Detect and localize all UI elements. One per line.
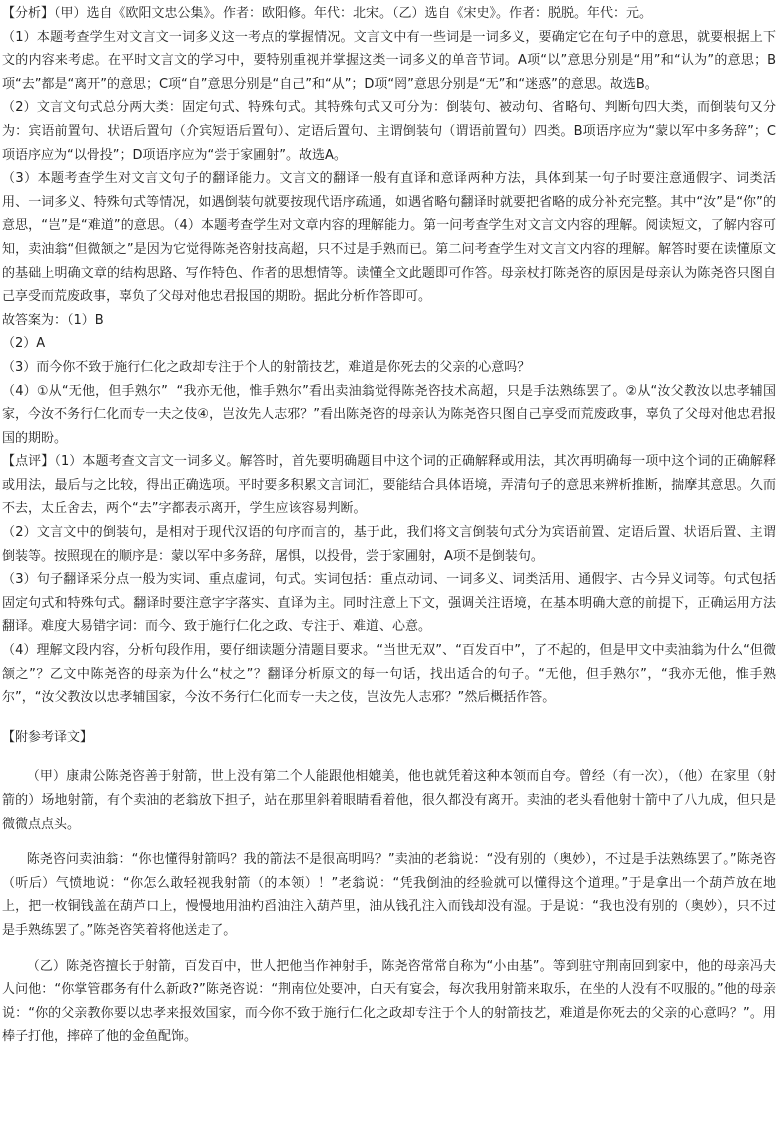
section-spacer: [2, 710, 776, 726]
answer-line-3: （3）而今你不致于施行仁化之政却专注于个人的射箭技艺，难道是你死去的父亲的心意吗？: [2, 359, 531, 375]
section-spacer: [2, 836, 776, 848]
comment-part-3: （3）句子翻译采分点一般为实词、重点虚词，句式。实词包括：重点动词、一词多义、词类活用、通假字、古今异义词等。句式包括固定句式和特殊句式。翻译时要注意字字落实、直译为主。同时注意上下文，强调关注语境，在基本明确大意的前提下，正确运用方法翻译。难度大易错字词：而今、致于施行仁化之政、专注于、难道、心意。: [2, 572, 776, 635]
comment-part-4: （4）理解文段内容，分析句段作用，要仔细读题分清题目要求。“当世无双”、“百发百中”，了不起的，但是甲文中卖油翁为什么“但微颔之”？乙文中陈尧咨的母亲为什么“杖之”？翻译分析原文的每一句话，找出适合的句子。“无他，但手熟尔”，“我亦无他，惟手熟尔”，“汝父教汝以忠孝辅国家，今汝不务行仁化而专一夫之伎，岂汝先人志邪？”然后概括作答。: [2, 643, 776, 706]
answer-line-2: （2）A: [2, 336, 46, 352]
answer-line-1: 故答案为：（1）B: [2, 312, 104, 328]
analysis-part-3-4: （3）本题考查学生对文言文句子的翻译能力。文言文的翻译一般有直译和意译两种方法，具体到某一句子时要注意通假字、词类活用、一词多义、特殊句式等情况，如遇倒装句就要按现代语序疏通，如遇省略句翻译时就要把省略的成分补充完整。其中“汝”是“你”的意思，“岂”是“难道”的意思。（4）本题考查学生对文章内容的理解能力。第一问考查学生对文言文内容的理解。阅读短文，了解内容可知，卖油翁“但微颔之”是因为它觉得陈尧咨射技高超，只不过是手熟而已。第二问考查学生对文言文内容的理解。解答时要在读懂原文的基础上明确文章的结构思路、写作特色、作者的思想情等。读懂全文此题即可作答。母亲杖打陈尧咨的原因是母亲认为陈尧咨只图自己享受而荒废政事，辜负了父母对他忠君报国的期盼。据此分析作答即可。: [2, 171, 776, 305]
reference-heading: 【附参考译文】: [2, 729, 94, 745]
section-spacer: [2, 749, 776, 765]
comment-part-1: 【点评】（1）本题考查文言文一词多义。解答时，首先要明确题目中这个词的正确解释或用法，其次再明确每一项中这个词的正确解释或用法，最后与之比较，得出正确选项。平时要多积累文言词汇，要能结合具体语境，弄清句子的意思来辨析推断，揣摩其意思。久而不去，太丘舍去，两个“去”字都表示离开，学生应该容易判断。: [2, 454, 776, 517]
comment-part-2: （2）文言文中的倒装句，是相对于现代汉语的句序而言的，基于此，我们将文言倒装句式分为宾语前置、定语后置、状语后置、主谓倒装等。按照现在的顺序是：蒙以军中多务辞，屠惧，以投骨，尝于家圃射，A项不是倒装句。: [2, 525, 776, 564]
section-spacer: [2, 943, 776, 955]
translation-jia-1: （甲）康肃公陈尧咨善于射箭，世上没有第二个人能跟他相媲美，他也就凭着这种本领而自夸。曾经（有一次），（他）在家里（射箭的）场地射箭，有个卖油的老翁放下担子，站在那里斜着眼睛看着他，很久都没有离开。卖油的老头看他射十箭中了八九成，但只是微微点点头。: [2, 769, 776, 832]
translation-jia-2: 陈尧咨问卖油翁：“你也懂得射箭吗？我的箭法不是很高明吗？”卖油的老翁说：“没有别的（奥妙），不过是手法熟练罢了。”陈尧咨（听后）气愤地说：“你怎么敢轻视我射箭（的本领）！”老翁说：“凭我倒油的经验就可以懂得这个道理。”于是拿出一个葫芦放在地上，把一枚铜钱盖在葫芦口上，慢慢地用油杓舀油注入葫芦里，油从钱孔注入而钱却没有湿。于是说：“我也没有别的（奥妙），只不过是手熟练罢了。”陈尧咨笑着将他送走了。: [2, 852, 776, 938]
answer-line-4: （4）①从“无他，但手熟尔” “我亦无他，惟手熟尔”看出卖油翁觉得陈尧咨技术高超，只是手法熟练罢了。②从“汝父教汝以忠孝辅国家，今汝不务行仁化而专一夫之伎④，岂汝先人志邪？”看出陈尧咨的母亲认为陈尧咨只图自己享受而荒废政事，辜负了父母对他忠君报国的期盼。: [2, 383, 776, 446]
analysis-part-2: （2）文言文句式总分两大类：固定句式、特殊句式。其特殊句式又可分为：倒装句、被动句、省略句、判断句四大类，而倒装句又分为：宾语前置句、状语后置句（介宾短语后置句）、定语后置句、主谓倒装句（谓语前置句）四类。B项语序应为“蒙以军中多务辞”；C项语序应为“以骨投”；D项语序应为“尝于家圃射”。故选A。: [2, 100, 776, 163]
translation-yi: （乙）陈尧咨擅长于射箭，百发百中，世人把他当作神射手，陈尧咨常常自称为“小由基”。等到驻守荆南回到家中，他的母亲冯夫人问他：“你掌管郡务有什么新政?”陈尧咨说：“荆南位处要冲，白天有宴会，每次我用射箭来取乐，在坐的人没有不叹服的。”他的母亲说：“你的父亲教你要以忠孝来报效国家，而今你不致于施行仁化之政却专注于个人的射箭技艺，难道是你死去的父亲的心意吗？”。用棒子打他，摔碎了他的金鱼配饰。: [2, 958, 776, 1045]
analysis-part-1: （1）本题考查学生对文言文一词多义这一考点的掌握情况。文言文中有一些词是一词多义，要确定它在句子中的意思，就要根据上下文的内容来考虑。在平时文言文的学习中，要特别重视并掌握这类一词多义的单音节词。A项“以”意思分别是“用”和“认为”的意思；B项“去”都是“离开”的意思；C项“自”意思分别是“自己”和“从”；D项“罔”意思分别是“无”和“迷惑”的意思。故选B。: [2, 29, 776, 92]
analysis-intro: 【分析】（甲）选自《欧阳文忠公集》。作者：欧阳修。年代：北宋。（乙）选自《宋史》。作者：脱脱。年代：元。: [2, 6, 653, 21]
